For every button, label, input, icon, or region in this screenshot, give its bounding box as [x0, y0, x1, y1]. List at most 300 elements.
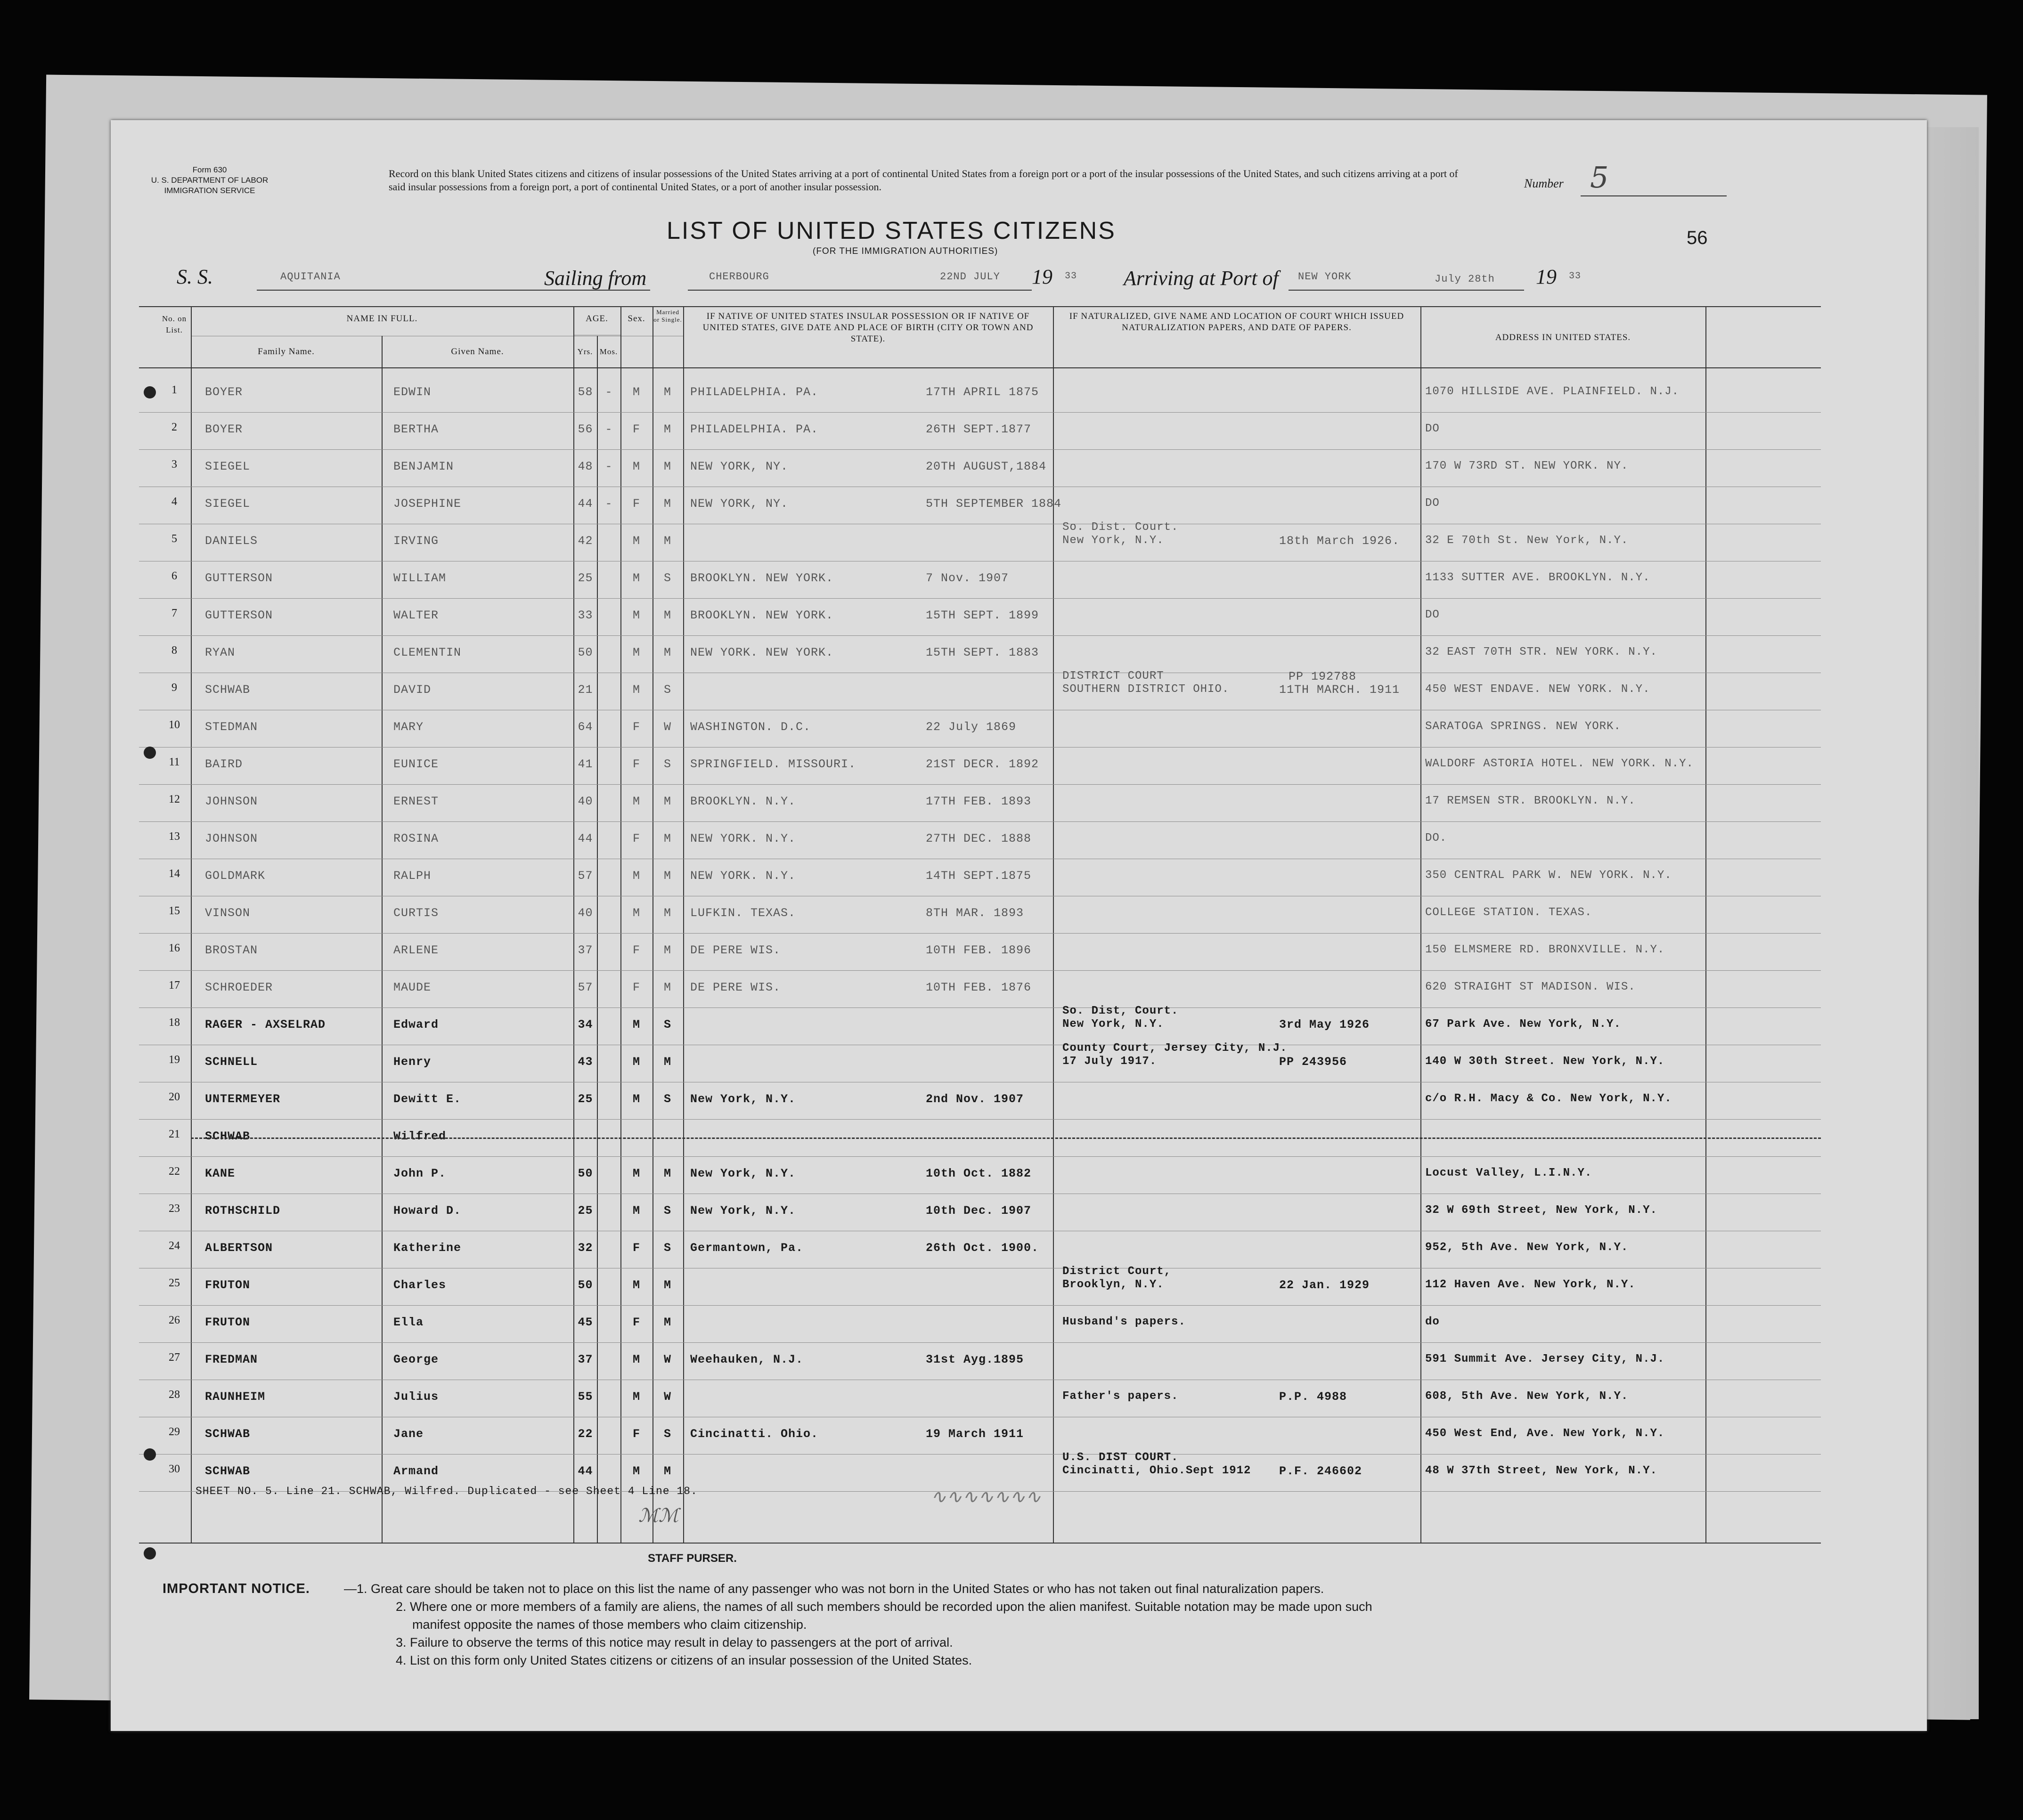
cell-ms: M — [663, 460, 671, 473]
cell-family: SCHWAB — [205, 1129, 251, 1143]
cell-sex: M — [632, 609, 640, 622]
cell-family: SCHWAB — [205, 683, 251, 697]
page-number: 56 — [1687, 228, 1708, 248]
col-rule — [191, 306, 192, 1543]
cell-family: UNTERMEYER — [205, 1092, 281, 1106]
cell-date: 26TH SEPT.1877 — [926, 422, 1032, 436]
cell-nat1: So. Dist, Court. — [1062, 1005, 1179, 1017]
cell-age: 34 — [578, 1018, 593, 1032]
row-number: 9 — [171, 682, 177, 694]
sailing-label: Sailing from — [544, 267, 647, 290]
cell-address: 608, 5th Ave. New York, N.Y. — [1425, 1390, 1629, 1403]
staff-purser-label: STAFF PURSER. — [648, 1552, 737, 1565]
cell-ms: M — [663, 1055, 671, 1069]
cell-sex: M — [632, 869, 640, 883]
cell-age: 32 — [578, 1241, 593, 1255]
binder-hole-icon — [144, 1547, 156, 1560]
cell-place: LUFKIN. TEXAS. — [690, 906, 796, 920]
cell-given: John P. — [393, 1167, 447, 1180]
cell-family: BAIRD — [205, 757, 243, 771]
cell-ms: M — [663, 385, 671, 399]
header-no-on-list: No. on List. — [162, 314, 187, 334]
cell-family: FREDMAN — [205, 1353, 258, 1366]
cell-sex: F — [632, 1427, 640, 1441]
row-number: 2 — [171, 421, 177, 433]
row-rule — [139, 449, 1821, 450]
cell-given: CURTIS — [393, 906, 439, 920]
cell-ms: W — [663, 720, 671, 734]
cell-address: Locust Valley, L.I.N.Y. — [1425, 1167, 1592, 1179]
cell-given: MARY — [393, 720, 424, 734]
cell-given: IRVING — [393, 534, 439, 548]
cell-family: SIEGEL — [205, 497, 251, 511]
row-number: 10 — [169, 719, 180, 731]
cell-ms: M — [663, 1167, 671, 1180]
header-age: AGE. — [586, 314, 608, 324]
ship-name: AQUITANIA — [280, 271, 341, 283]
sailing-port: CHERBOURG — [709, 271, 769, 283]
cell-place: SPRINGFIELD. MISSOURI. — [690, 757, 857, 771]
cell-sex: M — [632, 460, 640, 473]
cell-ms: M — [663, 422, 671, 436]
row-rule — [139, 1342, 1821, 1343]
cell-family: GUTTERSON — [205, 571, 273, 585]
cell-age: 44 — [578, 832, 593, 845]
cell-date: 8TH MAR. 1893 — [926, 906, 1024, 920]
cell-nat1: Father's papers. — [1062, 1390, 1179, 1403]
col-rule — [573, 306, 574, 1543]
cell-address: do — [1425, 1316, 1440, 1328]
col-rule — [620, 306, 621, 1543]
sailing-date: 22ND JULY — [940, 271, 1000, 283]
cell-date: 2nd Nov. 1907 — [926, 1092, 1024, 1106]
cell-age: 25 — [578, 1204, 593, 1218]
cell-date: 17TH APRIL 1875 — [926, 385, 1039, 399]
sailing-year: 33 — [1065, 271, 1077, 282]
row-number: 24 — [169, 1240, 180, 1252]
arriving-label: Arriving at Port of — [1124, 267, 1279, 290]
cell-mos: - — [605, 385, 613, 399]
header-bottom-rule — [139, 367, 1821, 368]
cell-age: 55 — [578, 1390, 593, 1404]
cell-address: 1070 HILLSIDE AVE. PLAINFIELD. N.J. — [1425, 385, 1680, 398]
row-number: 19 — [169, 1054, 180, 1066]
form-intro: Record on this blank United States citizens and citizens of insular possessions of the United States arriving at a port of continental United States from a foreign port or a port of the insular possessions of the United States, and such citizens arriving at a port of said insular possessions from a foreign port, a port of continental United States, or a port of another insular possession. — [389, 168, 1458, 193]
cell-sex: M — [632, 683, 640, 697]
cancelled-row-line — [191, 1138, 1821, 1139]
row-number: 22 — [169, 1165, 180, 1178]
cell-place: New York, N.Y. — [690, 1092, 796, 1106]
cell-given: ROSINA — [393, 832, 439, 845]
cell-address: 620 STRAIGHT ST MADISON. WIS. — [1425, 981, 1636, 993]
cell-nat2: 17 July 1917. — [1062, 1055, 1157, 1068]
cell-address: DO. — [1425, 832, 1447, 845]
header-mos: Mos. — [599, 347, 618, 356]
row-number: 6 — [171, 570, 177, 582]
manifest-sheet — [111, 120, 1927, 1731]
cell-place: New York, N.Y. — [690, 1167, 796, 1180]
cell-date: 7 Nov. 1907 — [926, 571, 1009, 585]
cell-given: Ella — [393, 1316, 424, 1329]
cell-family: SCHROEDER — [205, 981, 273, 994]
cell-sex: M — [632, 1390, 640, 1404]
cell-sex: M — [632, 1464, 640, 1478]
cell-date: 31st Ayg.1895 — [926, 1353, 1024, 1366]
row-rule — [139, 970, 1821, 971]
cell-given: EDWIN — [393, 385, 432, 399]
row-number: 23 — [169, 1202, 180, 1215]
cell-address: 32 EAST 70TH STR. NEW YORK. N.Y. — [1425, 646, 1657, 658]
header-sex: Sex. — [628, 314, 645, 324]
row-number: 13 — [169, 830, 180, 843]
col-rule — [1420, 306, 1421, 1543]
cell-nat2: SOUTHERN DISTRICT OHIO. — [1062, 683, 1230, 696]
cell-ms: M — [663, 869, 671, 883]
arrival-year: 33 — [1569, 271, 1582, 282]
cell-address: 48 W 37th Street, New York, N.Y. — [1425, 1464, 1657, 1477]
table-top-rule — [139, 306, 1821, 307]
purser-signature: ℳℳ — [638, 1505, 679, 1527]
row-rule — [139, 821, 1821, 822]
cell-ms: W — [663, 1353, 671, 1366]
cell-natpp: PP 192788 — [1289, 670, 1357, 683]
row-number: 5 — [171, 533, 177, 545]
cell-family: ALBERTSON — [205, 1241, 273, 1255]
number-underline — [1581, 195, 1727, 196]
cell-date: 10th Oct. 1882 — [926, 1167, 1032, 1180]
cell-nat1: County Court, Jersey City, N.J. — [1062, 1042, 1288, 1055]
cell-sex: F — [632, 757, 640, 771]
cell-age: 41 — [578, 757, 593, 771]
cell-family: BOYER — [205, 385, 243, 399]
cell-ms: M — [663, 497, 671, 511]
cell-family: GOLDMARK — [205, 869, 266, 883]
cell-sex: F — [632, 832, 640, 845]
cell-family: VINSON — [205, 906, 251, 920]
cell-given: Howard D. — [393, 1204, 462, 1218]
cell-age: 40 — [578, 906, 593, 920]
cell-sex: M — [632, 1278, 640, 1292]
cell-age: 21 — [578, 683, 593, 697]
cell-date: 15TH SEPT. 1883 — [926, 646, 1039, 659]
cell-sex: F — [632, 422, 640, 436]
cell-ms: M — [663, 646, 671, 659]
cell-sex: F — [632, 720, 640, 734]
cell-date: 20TH AUGUST,1884 — [926, 460, 1047, 473]
col-rule — [597, 336, 598, 1543]
row-number: 26 — [169, 1314, 180, 1326]
cell-natdate: 3rd May 1926 — [1279, 1018, 1370, 1032]
cell-natdate: 11TH MARCH. 1911 — [1279, 683, 1400, 697]
row-rule — [139, 933, 1821, 934]
cell-family: BOYER — [205, 422, 243, 436]
cell-age: 45 — [578, 1316, 593, 1329]
notice-item-4: 4. List on this form only United States citizens or citizens of an insular possession of the United States. — [396, 1653, 972, 1667]
form-department: U. S. DEPARTMENT OF LABOR — [151, 176, 269, 185]
cell-address: 150 ELMSMERE RD. BRONXVILLE. N.Y. — [1425, 943, 1665, 956]
cell-family: FRUTON — [205, 1316, 251, 1329]
cell-given: MAUDE — [393, 981, 432, 994]
cell-address: 450 WEST ENDAVE. NEW YORK. N.Y. — [1425, 683, 1650, 696]
cell-given: Katherine — [393, 1241, 462, 1255]
cell-sex: M — [632, 1167, 640, 1180]
cell-place: PHILADELPHIA. PA. — [690, 385, 819, 399]
row-number: 27 — [169, 1351, 180, 1364]
row-number: 29 — [169, 1426, 180, 1438]
cell-given: DAVID — [393, 683, 432, 697]
cell-natdate: P.F. 246602 — [1279, 1464, 1362, 1478]
binder-hole-icon — [144, 386, 156, 398]
cell-place: NEW YORK. N.Y. — [690, 832, 796, 845]
cell-address: 140 W 30th Street. New York, N.Y. — [1425, 1055, 1665, 1068]
cell-place: NEW YORK, NY. — [690, 497, 789, 511]
table-bottom-rule — [139, 1543, 1821, 1544]
cell-address: 591 Summit Ave. Jersey City, N.J. — [1425, 1353, 1665, 1365]
cell-age: 37 — [578, 1353, 593, 1366]
header-birth: IF NATIVE OF UNITED STATES INSULAR POSSESSION OR IF NATIVE OF UNITED STATES, GIVE DATE AND PLACE OF BIRTH (CITY OR TOWN AND STATE). — [702, 311, 1034, 344]
cell-date: 26th Oct. 1900. — [926, 1241, 1039, 1255]
cell-ms: M — [663, 609, 671, 622]
header-naturalized: IF NATURALIZED, GIVE NAME AND LOCATION OF COURT WHICH ISSUED NATURALIZATION PAPERS, AND DATE OF PAPERS. — [1069, 311, 1404, 333]
cell-family: RAGER - AXSELRAD — [205, 1018, 326, 1032]
cell-place: BROOKLYN. NEW YORK. — [690, 571, 834, 585]
header-yrs: Yrs. — [577, 347, 593, 356]
cell-age: 57 — [578, 869, 593, 883]
cell-natdate: 18th March 1926. — [1279, 534, 1400, 548]
row-number: 15 — [169, 905, 180, 917]
cell-address: 170 W 73RD ST. NEW YORK. NY. — [1425, 460, 1629, 472]
sheet-note: SHEET NO. 5. Line 21. SCHWAB, Wilfred. Duplicated - see Sheet 4 Line 18. — [196, 1485, 698, 1497]
binder-hole-icon — [144, 747, 156, 759]
notice-label: IMPORTANT NOTICE. — [163, 1581, 310, 1596]
cell-given: Julius — [393, 1390, 439, 1404]
cell-ms: S — [663, 571, 671, 585]
cell-age: 22 — [578, 1427, 593, 1441]
cell-family: KANE — [205, 1167, 236, 1180]
cell-given: BERTHA — [393, 422, 439, 436]
header-married: Married or Single. — [653, 309, 682, 323]
page-title: LIST OF UNITED STATES CITIZENS — [667, 217, 1116, 244]
cell-place: DE PERE WIS. — [690, 981, 781, 994]
row-number: 18 — [169, 1016, 180, 1029]
cell-address: c/o R.H. Macy & Co. New York, N.Y. — [1425, 1092, 1672, 1105]
cell-ms: S — [663, 1241, 671, 1255]
row-number: 16 — [169, 942, 180, 954]
row-number: 14 — [169, 868, 180, 880]
cell-given: George — [393, 1353, 439, 1366]
cell-nat1: Husband's papers. — [1062, 1316, 1186, 1328]
cell-family: STEDMAN — [205, 720, 258, 734]
cell-sex: M — [632, 1204, 640, 1218]
cell-date: 17TH FEB. 1893 — [926, 795, 1032, 808]
row-rule — [139, 784, 1821, 785]
cell-place: Cincinatti. Ohio. — [690, 1427, 819, 1441]
cell-ms: M — [663, 795, 671, 808]
cell-ms: M — [663, 832, 671, 845]
cell-given: Jane — [393, 1427, 424, 1441]
number-label: Number — [1524, 177, 1564, 190]
cell-given: Charles — [393, 1278, 447, 1292]
row-rule — [139, 412, 1821, 413]
cell-sex: M — [632, 1353, 640, 1366]
cell-family: SCHWAB — [205, 1464, 251, 1478]
row-number: 17 — [169, 979, 180, 991]
cell-place: NEW YORK, NY. — [690, 460, 789, 473]
cell-age: 42 — [578, 534, 593, 548]
cell-family: RYAN — [205, 646, 236, 659]
cell-ms: W — [663, 1390, 671, 1404]
row-number: 1 — [171, 384, 177, 396]
cell-age: 50 — [578, 1278, 593, 1292]
cell-family: FRUTON — [205, 1278, 251, 1292]
cell-given: BENJAMIN — [393, 460, 454, 473]
cell-address: COLLEGE STATION. TEXAS. — [1425, 906, 1592, 919]
cell-age: 44 — [578, 497, 593, 511]
cell-address: WALDORF ASTORIA HOTEL. NEW YORK. N.Y. — [1425, 757, 1694, 770]
cell-place: Germantown, Pa. — [690, 1241, 804, 1255]
cell-address: 32 E 70th St. New York, N.Y. — [1425, 534, 1629, 547]
cell-sex: M — [632, 385, 640, 399]
cell-address: SARATOGA SPRINGS. NEW YORK. — [1425, 720, 1621, 733]
cell-family: JOHNSON — [205, 832, 258, 845]
cell-given: Edward — [393, 1018, 439, 1032]
row-rule — [139, 747, 1821, 748]
cell-family: DANIELS — [205, 534, 258, 548]
cell-given: Henry — [393, 1055, 432, 1069]
ss-label: S. S. — [177, 265, 213, 288]
cell-given: Dewitt E. — [393, 1092, 462, 1106]
cell-date: 14TH SEPT.1875 — [926, 869, 1032, 883]
cell-place: Weehauken, N.J. — [690, 1353, 804, 1366]
cell-address: 112 Haven Ave. New York, N.Y. — [1425, 1278, 1636, 1291]
cell-given: ERNEST — [393, 795, 439, 808]
cell-mos: - — [605, 497, 613, 511]
cell-family: SIEGEL — [205, 460, 251, 473]
arrival-underline — [1289, 290, 1524, 291]
cell-place: NEW YORK. N.Y. — [690, 869, 796, 883]
arrival-year-label: 19 — [1536, 265, 1557, 288]
arrival-port: NEW YORK — [1298, 271, 1352, 283]
cell-ms: S — [663, 683, 671, 697]
cell-nat2: Brooklyn, N.Y. — [1062, 1278, 1164, 1291]
cell-ms: M — [663, 1316, 671, 1329]
cell-age: 25 — [578, 571, 593, 585]
cell-age: 64 — [578, 720, 593, 734]
col-rule — [1053, 306, 1054, 1543]
cell-given: EUNICE — [393, 757, 439, 771]
cell-nat1: So. Dist. Court. — [1062, 521, 1179, 534]
cell-family: ROTHSCHILD — [205, 1204, 281, 1218]
row-number: 8 — [171, 644, 177, 657]
notice-item-2b: manifest opposite the names of those members who claim citizenship. — [412, 1617, 807, 1632]
header-address: ADDRESS IN UNITED STATES. — [1495, 333, 1631, 342]
cell-sex: F — [632, 1241, 640, 1255]
row-rule — [139, 598, 1821, 599]
cell-date: 10TH FEB. 1896 — [926, 943, 1032, 957]
cell-address: 350 CENTRAL PARK W. NEW YORK. N.Y. — [1425, 869, 1672, 882]
row-number: 25 — [169, 1277, 180, 1289]
col-rule — [382, 336, 383, 1543]
cell-ms: M — [663, 943, 671, 957]
cell-age: 44 — [578, 1464, 593, 1478]
cell-family: GUTTERSON — [205, 609, 273, 622]
cell-address: DO — [1425, 609, 1440, 621]
row-number: 20 — [169, 1091, 180, 1103]
cell-age: 33 — [578, 609, 593, 622]
cell-date: 19 March 1911 — [926, 1427, 1024, 1441]
cell-ms: M — [663, 906, 671, 920]
cell-age: 48 — [578, 460, 593, 473]
cell-ms: M — [663, 1278, 671, 1292]
cell-mos: - — [605, 460, 613, 473]
cell-nat1: U.S. DIST COURT. — [1062, 1451, 1179, 1464]
cell-nat2: New York, N.Y. — [1062, 1018, 1164, 1031]
cell-given: RALPH — [393, 869, 432, 883]
cell-place: DE PERE WIS. — [690, 943, 781, 957]
row-number: 21 — [169, 1128, 180, 1140]
cell-sex: M — [632, 906, 640, 920]
cell-sex: F — [632, 943, 640, 957]
cell-ms: S — [663, 1427, 671, 1441]
cell-family: BROSTAN — [205, 943, 258, 957]
row-rule — [139, 1156, 1821, 1157]
cell-date: 27TH DEC. 1888 — [926, 832, 1032, 845]
cell-date: 22 July 1869 — [926, 720, 1017, 734]
cell-sex: M — [632, 1018, 640, 1032]
cell-mos: - — [605, 422, 613, 436]
cell-address: 952, 5th Ave. New York, N.Y. — [1425, 1241, 1629, 1254]
row-number: 7 — [171, 607, 177, 619]
header-family-name: Family Name. — [258, 347, 315, 357]
cell-given: Wilfred — [393, 1129, 447, 1143]
cell-natdate: 22 Jan. 1929 — [1279, 1278, 1370, 1292]
notice-item-1: —1. Great care should be taken not to place on this list the name of any passenger who was not born in the United States or who has not taken out final naturalization papers. — [344, 1582, 1324, 1596]
cell-ms: S — [663, 1018, 671, 1032]
cell-ms: S — [663, 757, 671, 771]
cell-sex: F — [632, 1316, 640, 1329]
notice-item-2a: 2. Where one or more members of a family are aliens, the names of all such members should be recorded upon the alien manifest. Suitable notation may be made upon such — [396, 1600, 1372, 1614]
cell-natdate: PP 243956 — [1279, 1055, 1347, 1069]
cell-given: WALTER — [393, 609, 439, 622]
cell-family: JOHNSON — [205, 795, 258, 808]
cell-ms: S — [663, 1204, 671, 1218]
row-number: 4 — [171, 496, 177, 508]
handwritten-note: ∿∿∿∿∿∿∿ — [930, 1486, 1041, 1508]
cell-ms: M — [663, 534, 671, 548]
row-number: 3 — [171, 458, 177, 471]
cell-sex: M — [632, 795, 640, 808]
cell-age: 25 — [578, 1092, 593, 1106]
cell-place: PHILADELPHIA. PA. — [690, 422, 819, 436]
cell-natdate: P.P. 4988 — [1279, 1390, 1347, 1404]
cell-family: RAUNHEIM — [205, 1390, 266, 1404]
cell-age: 50 — [578, 646, 593, 659]
sailing-year-label: 19 — [1032, 265, 1052, 288]
sailing-underline — [688, 290, 1032, 291]
row-rule — [139, 635, 1821, 636]
form-number: Form 630 — [192, 165, 227, 174]
cell-age: 58 — [578, 385, 593, 399]
cell-date: 10TH FEB. 1876 — [926, 981, 1032, 994]
cell-nat1: District Court, — [1062, 1265, 1172, 1278]
cell-nat2: Cincinatti, Ohio.Sept 1912 — [1062, 1464, 1251, 1477]
row-number: 30 — [169, 1463, 180, 1475]
header-name-in-full: NAME IN FULL. — [346, 314, 418, 324]
col-rule — [1705, 306, 1706, 1543]
cell-sex: M — [632, 1055, 640, 1069]
row-number: 28 — [169, 1389, 180, 1401]
form-info — [148, 165, 271, 196]
